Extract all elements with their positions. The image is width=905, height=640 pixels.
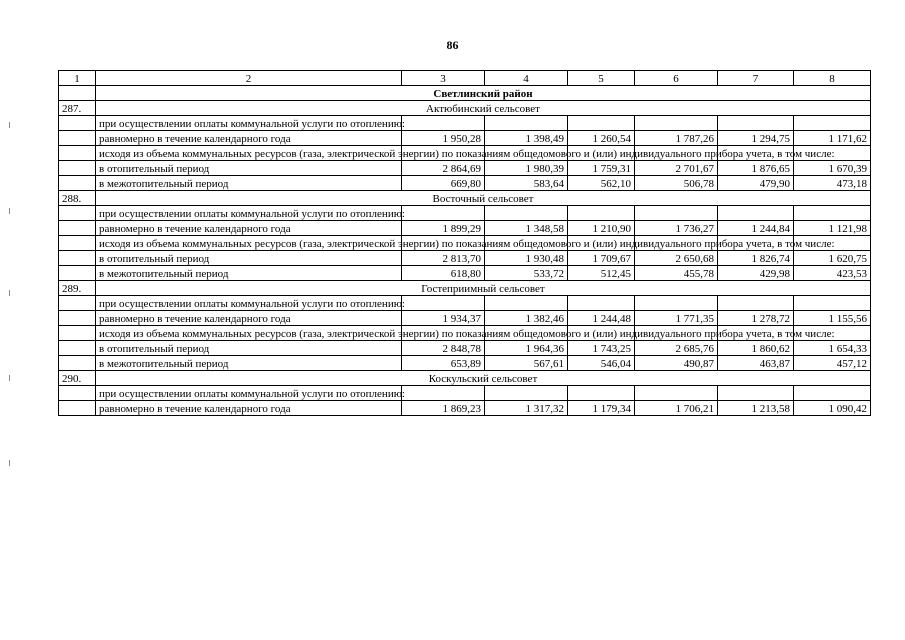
council-row: [59, 191, 871, 206]
value-cell: 1 771,35: [635, 311, 718, 326]
value-cell: [718, 296, 794, 311]
table-row: [59, 251, 871, 266]
value-cell: 455,78: [635, 266, 718, 281]
value-cell: 479,90: [718, 176, 794, 191]
value-cell: 1 654,33: [794, 341, 871, 356]
row-label: в отопительный период: [96, 161, 402, 176]
empty-number-cell: [59, 296, 96, 311]
table-row: [59, 386, 871, 401]
value-cell: [402, 206, 485, 221]
value-cell: 506,78: [635, 176, 718, 191]
value-cell: 1 964,36: [485, 341, 568, 356]
value-cell: 1 743,25: [568, 341, 635, 356]
value-cell: 1 210,90: [568, 221, 635, 236]
column-number: 8: [794, 71, 871, 86]
table-row: [59, 266, 871, 281]
value-cell: [635, 206, 718, 221]
table-row: [59, 401, 871, 416]
value-cell: 1 348,58: [485, 221, 568, 236]
empty-number-cell: [59, 161, 96, 176]
column-number: 4: [485, 71, 568, 86]
empty-number-cell: [59, 311, 96, 326]
empty-number-cell: [59, 266, 96, 281]
row-label: исходя из объема коммунальных ресурсов (газа, электрической энергии) по показаниям общедомового и (или) индивидуального прибора учета, в том числе:: [96, 326, 402, 341]
value-cell: 1 155,56: [794, 311, 871, 326]
value-cell: 2 813,70: [402, 251, 485, 266]
value-cell: 1 787,26: [635, 131, 718, 146]
district-name: Светлинский район: [96, 86, 871, 101]
scan-edge-mark: [9, 460, 10, 466]
council-row: [59, 281, 871, 296]
value-cell: 2 701,67: [635, 161, 718, 176]
value-cell: 490,87: [635, 356, 718, 371]
council-name: Восточный сельсовет: [96, 191, 871, 206]
value-cell: 1 950,28: [402, 131, 485, 146]
value-cell: [485, 296, 568, 311]
column-number: 3: [402, 71, 485, 86]
column-number: 1: [59, 71, 96, 86]
value-cell: [794, 116, 871, 131]
empty-number-cell: [59, 251, 96, 266]
value-cell: 457,12: [794, 356, 871, 371]
value-cell: 1 709,67: [568, 251, 635, 266]
value-cell: 1 179,34: [568, 401, 635, 416]
value-cell: 1 090,42: [794, 401, 871, 416]
table-row: [59, 356, 871, 371]
table-row: [59, 131, 871, 146]
value-cell: 1 398,49: [485, 131, 568, 146]
value-cell: 562,10: [568, 176, 635, 191]
tariff-table: [58, 70, 871, 416]
empty-number-cell: [59, 146, 96, 161]
value-cell: 1 382,46: [485, 311, 568, 326]
council-row: [59, 371, 871, 386]
value-cell: 512,45: [568, 266, 635, 281]
value-cell: 1 317,32: [485, 401, 568, 416]
value-cell: 463,87: [718, 356, 794, 371]
value-cell: 1 706,21: [635, 401, 718, 416]
value-cell: [568, 116, 635, 131]
value-cell: [635, 296, 718, 311]
value-cell: [402, 386, 485, 401]
row-label: при осуществлении оплаты коммунальной услуги по отоплению:: [96, 206, 402, 221]
column-number: 6: [635, 71, 718, 86]
value-cell: 1 899,29: [402, 221, 485, 236]
value-cell: 1 980,39: [485, 161, 568, 176]
value-cell: 1 876,65: [718, 161, 794, 176]
value-cell: 1 869,23: [402, 401, 485, 416]
empty-number-cell: [59, 326, 96, 341]
table-body: [59, 71, 871, 416]
empty-number-cell: [59, 206, 96, 221]
table-row: [59, 311, 871, 326]
scan-edge-mark: [9, 208, 10, 214]
value-cell: 1 244,48: [568, 311, 635, 326]
table-row: [59, 146, 871, 161]
table-row: [59, 296, 871, 311]
row-label: при осуществлении оплаты коммунальной услуги по отоплению:: [96, 386, 402, 401]
value-cell: 2 848,78: [402, 341, 485, 356]
value-cell: 1 260,54: [568, 131, 635, 146]
row-label: в межотопительный период: [96, 356, 402, 371]
value-cell: [635, 386, 718, 401]
value-cell: 669,80: [402, 176, 485, 191]
row-label: при осуществлении оплаты коммунальной услуги по отоплению:: [96, 116, 402, 131]
column-number: 5: [568, 71, 635, 86]
value-cell: 583,64: [485, 176, 568, 191]
row-number: 289.: [59, 281, 96, 296]
value-cell: [485, 206, 568, 221]
column-number: 2: [96, 71, 402, 86]
row-label: исходя из объема коммунальных ресурсов (газа, электрической энергии) по показаниям общедомового и (или) индивидуального прибора учета, в том числе:: [96, 146, 402, 161]
value-cell: [485, 386, 568, 401]
empty-number-cell: [59, 401, 96, 416]
value-cell: 1 759,31: [568, 161, 635, 176]
row-number: 290.: [59, 371, 96, 386]
row-label: исходя из объема коммунальных ресурсов (газа, электрической энергии) по показаниям общедомового и (или) индивидуального прибора учета, в том числе:: [96, 236, 402, 251]
row-label: при осуществлении оплаты коммунальной услуги по отоплению:: [96, 296, 402, 311]
value-cell: [402, 296, 485, 311]
value-cell: 1 278,72: [718, 311, 794, 326]
value-cell: 567,61: [485, 356, 568, 371]
table-row: [59, 161, 871, 176]
value-cell: 473,18: [794, 176, 871, 191]
row-label: равномерно в течение календарного года: [96, 311, 402, 326]
value-cell: 2 650,68: [635, 251, 718, 266]
table-row: [59, 341, 871, 356]
table-row: [59, 176, 871, 191]
value-cell: 1 171,62: [794, 131, 871, 146]
empty-number-cell: [59, 236, 96, 251]
row-label: равномерно в течение календарного года: [96, 221, 402, 236]
scan-edge-mark: [9, 290, 10, 296]
row-label: в отопительный период: [96, 341, 402, 356]
value-cell: 1 826,74: [718, 251, 794, 266]
value-cell: 1 860,62: [718, 341, 794, 356]
row-label: в межотопительный период: [96, 176, 402, 191]
council-name: Актюбинский сельсовет: [96, 101, 871, 116]
empty-number-cell: [59, 221, 96, 236]
value-cell: 2 685,76: [635, 341, 718, 356]
scan-edge-mark: [9, 122, 10, 128]
value-cell: 423,53: [794, 266, 871, 281]
value-cell: 1 930,48: [485, 251, 568, 266]
value-cell: 2 864,69: [402, 161, 485, 176]
value-cell: 546,04: [568, 356, 635, 371]
value-cell: 1 213,58: [718, 401, 794, 416]
value-cell: 1 121,98: [794, 221, 871, 236]
value-cell: [402, 116, 485, 131]
empty-number-cell: [59, 176, 96, 191]
column-number-row: [59, 71, 871, 86]
value-cell: [718, 116, 794, 131]
value-cell: 1 736,27: [635, 221, 718, 236]
district-row: [59, 86, 871, 101]
table-row: [59, 326, 871, 341]
value-cell: 1 934,37: [402, 311, 485, 326]
council-row: [59, 101, 871, 116]
row-label: в межотопительный период: [96, 266, 402, 281]
column-number: 7: [718, 71, 794, 86]
page-number: 86: [446, 38, 459, 52]
empty-number-cell: [59, 341, 96, 356]
row-label: равномерно в течение календарного года: [96, 131, 402, 146]
value-cell: 533,72: [485, 266, 568, 281]
value-cell: 1 670,39: [794, 161, 871, 176]
value-cell: [485, 116, 568, 131]
row-label: в отопительный период: [96, 251, 402, 266]
value-cell: 1 294,75: [718, 131, 794, 146]
table-row: [59, 221, 871, 236]
value-cell: 1 244,84: [718, 221, 794, 236]
value-cell: [718, 206, 794, 221]
empty-number-cell: [59, 386, 96, 401]
value-cell: [568, 206, 635, 221]
council-name: Гостеприимный сельсовет: [96, 281, 871, 296]
value-cell: 429,98: [718, 266, 794, 281]
value-cell: [794, 206, 871, 221]
row-number: 288.: [59, 191, 96, 206]
value-cell: 1 620,75: [794, 251, 871, 266]
empty-number-cell: [59, 131, 96, 146]
table-row: [59, 236, 871, 251]
scan-edge-mark: [9, 375, 10, 381]
row-label: равномерно в течение календарного года: [96, 401, 402, 416]
value-cell: [794, 296, 871, 311]
council-name: Коскульский сельсовет: [96, 371, 871, 386]
value-cell: [718, 386, 794, 401]
value-cell: [568, 296, 635, 311]
value-cell: [794, 386, 871, 401]
empty-number-cell: [59, 116, 96, 131]
row-number: 287.: [59, 101, 96, 116]
value-cell: 618,80: [402, 266, 485, 281]
table-row: [59, 116, 871, 131]
table-row: [59, 206, 871, 221]
empty-number-cell: [59, 356, 96, 371]
value-cell: 653,89: [402, 356, 485, 371]
value-cell: [635, 116, 718, 131]
value-cell: [568, 386, 635, 401]
